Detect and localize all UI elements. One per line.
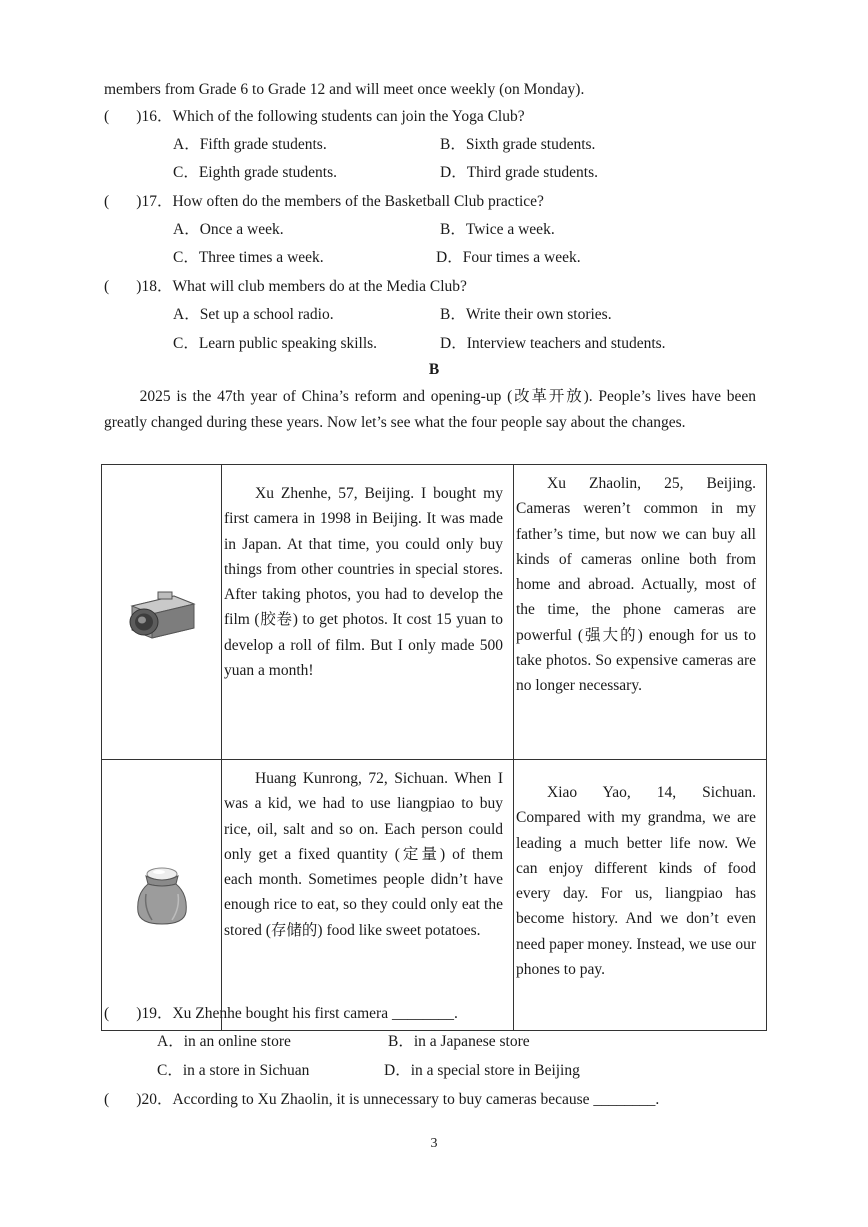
testimony-text: Huang Kunrong, 72, Sichuan. When I was a kid, we had to use liangpiao to buy rice, oil, salt and so on. Each person could only get a fixed quantity (定量) of them each month. Sometimes people didn’t have enough rice to eat, so they could only eat the stored (存储的) food like sweet potatoes. [224,770,503,939]
option-d: D．Interview teachers and students. [440,335,666,352]
testimony-xu-zhaolin [514,465,767,760]
option-b: B．Write their own stories. [440,306,612,323]
option-a: A．Fifth grade students. [173,136,327,153]
question-stem: 19．Xu Zhenhe bought his first camera ________. [141,1005,458,1022]
question-16 [104,107,525,127]
table-row [102,760,767,1031]
table-row [102,465,767,760]
question-20 [104,1090,659,1110]
image-cell [102,760,222,1031]
testimony-xu-zhenhe [222,465,514,760]
rice-sack-icon [132,864,192,926]
option-c: C．in a store in Sichuan [157,1062,310,1079]
testimony-text: Xu Zhenhe, 57, Beijing. I bought my first camera in 1998 in Beijing. It was made in Japan. At that time, you could only buy things from other countries in special stores. After taking photos, you had to develop the film (胶卷) to get photos. It cost 15 yuan to develop a roll of film. But I only made 500 yuan a month! [224,485,503,680]
option-b: B．in a Japanese store [388,1033,530,1050]
testimony-xiao-yao [514,760,767,1031]
question-17 [104,192,544,212]
question-stem: 20．According to Xu Zhaolin, it is unnecessary to buy cameras because ________. [141,1091,660,1108]
option-b: B．Twice a week. [440,221,555,238]
answer-blank[interactable]: ( ) [104,108,142,125]
passage-continuation: members from Grade 6 to Grade 12 and will meet once weekly (on Monday). [104,81,585,98]
option-a: A．Once a week. [173,221,284,238]
answer-blank[interactable]: ( ) [104,278,142,295]
camera-icon [124,584,200,640]
section-heading: B [428,361,440,378]
comparison-table [101,464,767,1031]
section-intro: 2025 is the 47th year of China’s reform and opening-up (改革开放). People’s lives have been greatly changed during these years. Now let’s see what the four people say about the changes. [104,388,756,431]
image-cell [102,465,222,760]
question-stem: 16．Which of the following students can join the Yoga Club? [141,108,525,125]
answer-blank[interactable]: ( ) [104,1005,142,1022]
question-18 [104,277,467,297]
page-number: 3 [430,1136,438,1151]
option-c: C．Learn public speaking skills. [173,335,378,352]
question-stem: 18．What will club members do at the Media Club? [141,278,467,295]
option-c: C．Three times a week. [173,249,324,266]
testimony-text: Xiao Yao, 14, Sichuan. Compared with my grandma, we are leading a much better life now. We can enjoy different kinds of food every day. For us, liangpiao has become history. And we don’t even need paper money. Instead, we use our phones to pay. [516,784,757,979]
option-b: B．Sixth grade students. [440,136,596,153]
option-a: A．Set up a school radio. [173,306,334,323]
answer-blank[interactable]: ( ) [104,193,142,210]
question-19 [104,1004,458,1024]
option-d: D．Four times a week. [436,249,581,266]
option-d: D．Third grade students. [440,164,598,181]
answer-blank[interactable]: ( ) [104,1091,142,1108]
question-stem: 17．How often do the members of the Basketball Club practice? [141,193,544,210]
testimony-text: Xu Zhaolin, 25, Beijing. Cameras weren’t common in my father’s time, but now we can buy all kinds of cameras online both from home and abroad. Actually, most of the time, the phone cameras are powerful (强大的) enough for us to take photos. So expensive cameras are no longer necessary. [516,475,756,695]
option-d: D．in a special store in Beijing [384,1062,580,1079]
option-a: A．in an online store [157,1033,291,1050]
testimony-huang-kunrong [222,760,514,1031]
option-c: C．Eighth grade students. [173,164,338,181]
